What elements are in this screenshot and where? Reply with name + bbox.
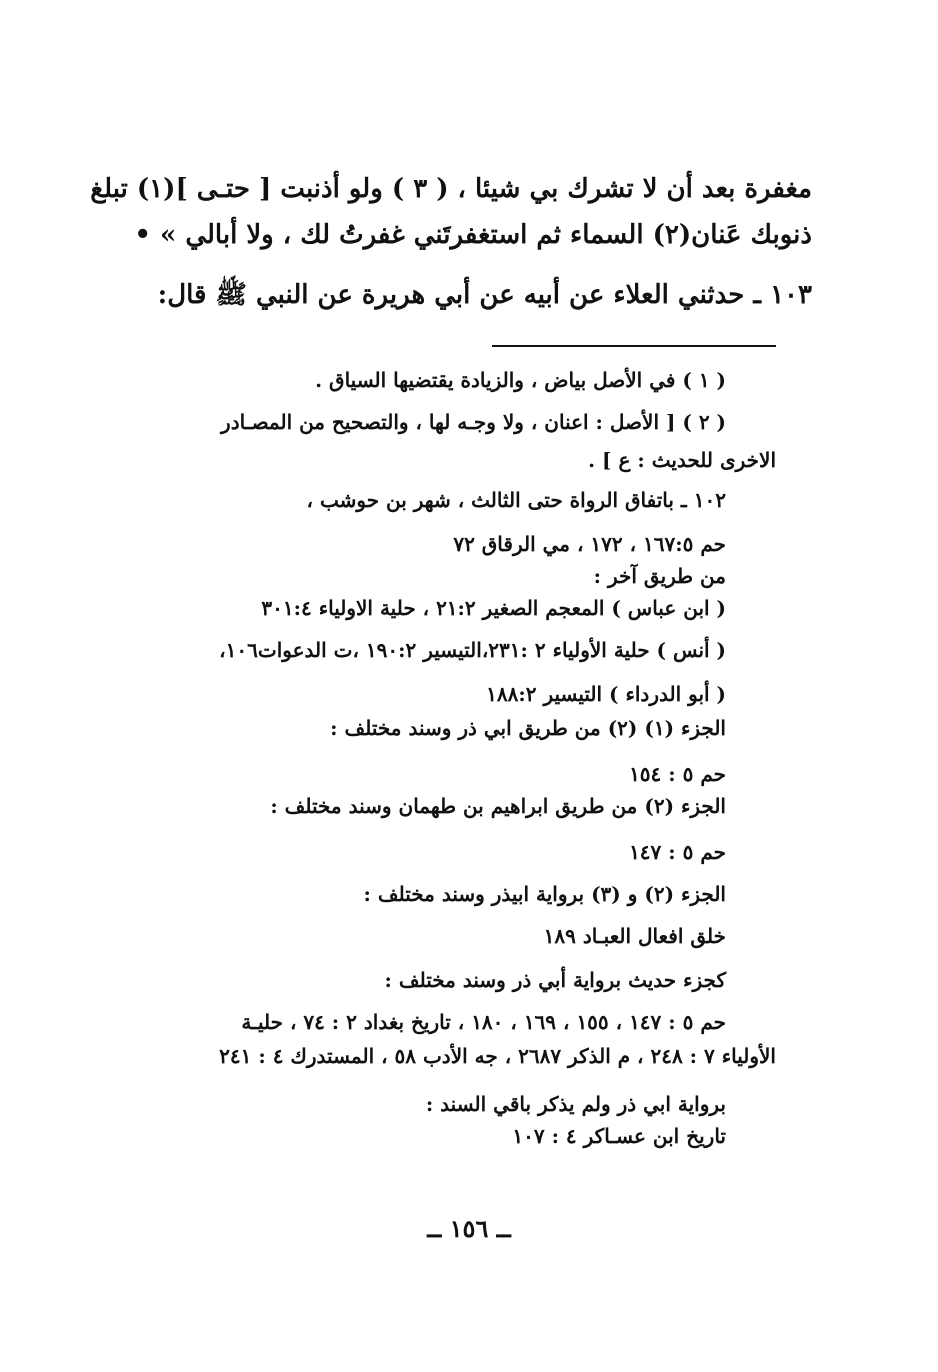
footnote-1: ( ١ ) في الأصل بياض ، والزيادة يقتضيها السياق . [315, 368, 726, 392]
ref-line-17: تاريخ ابن عسـاكر ٤ : ١٠٧ [512, 1124, 726, 1148]
ref-line-10: حم ٥ : ١٤٧ [629, 840, 726, 864]
body-line-1: مغفرة بعد أن لا تشرك بي شيئا ، ( ٣ ) ولو أذنبت [ حتـى ](١) تبلغ [90, 174, 812, 204]
ref-line-15: الأولياء ٧ : ٢٤٨ ، م الذكر ٢٦٨٧ ، جه الأدب ٥٨ ، المستدرك ٤ : ٢٤١ [219, 1044, 776, 1068]
footnote-2-line-1: ( ٢ ) [ الأصل : اعنان ، ولا وجـه لها ، والتصحيح من المصـادر [221, 410, 726, 434]
ref-line-4: ( ابن عباس ) المعجم الصغير ٢١:٢ ، حلية الاولياء ٣٠١:٤ [261, 596, 726, 620]
ref-line-1: ١٠٢ ـ باتفاق الرواة حتى الثالث ، شهر بن حوشب ، [306, 488, 726, 512]
ref-line-8: حم ٥ : ١٥٤ [629, 762, 726, 786]
ref-line-14: حم ٥ : ١٤٧ ، ١٥٥ ، ١٦٩ ، ١٨٠ ، تاريخ بغداد ٢ : ٧٤ ، حليـة [241, 1010, 726, 1034]
hadith-103-heading: ١٠٣ ـ حدثني العلاء عن أبيه عن أبي هريرة عن النبي ﷺ قال: [157, 280, 812, 310]
footnote-separator [492, 345, 776, 347]
ref-line-9: الجزء (٢) من طريق ابراهيم بن طهمان وسند مختلف : [270, 794, 726, 818]
ref-line-11: الجزء (٢) و (٣) برواية ابيذر وسند مختلف : [363, 882, 726, 906]
ref-line-2: حم ١٦٧:٥ ، ١٧٢ ، مي الرقاق ٧٢ [453, 532, 726, 556]
ref-line-3: من طريق آخر : [593, 564, 726, 588]
ref-line-5: ( أنس ) حلية الأولياء ٢ :٢٣١،التيسير ١٩٠:٢ ،ت الدعوات١٠٦، [219, 638, 726, 662]
page-number: ــ ١٥٦ ــ [427, 1214, 511, 1243]
ref-line-7: الجزء (١) (٢) من طريق ابي ذر وسند مختلف : [330, 716, 726, 740]
footnote-2-line-2: الاخرى للحديث : ع ] . [588, 448, 776, 472]
ref-line-12: خلق افعال العبـاد ١٨٩ [543, 924, 726, 948]
body-line-2: ذنوبك عَنان(٢) السماء ثم استغفرتَني غفرتُ لك ، ولا أبالي » • [134, 220, 812, 250]
ref-line-16: برواية ابي ذر ولم يذكر باقي السند : [425, 1092, 726, 1116]
ref-line-13: كجزء حديث برواية أبي ذر وسند مختلف : [384, 968, 726, 992]
ref-line-6: ( أبو الدرداء ) التيسير ١٨٨:٢ [486, 682, 726, 706]
